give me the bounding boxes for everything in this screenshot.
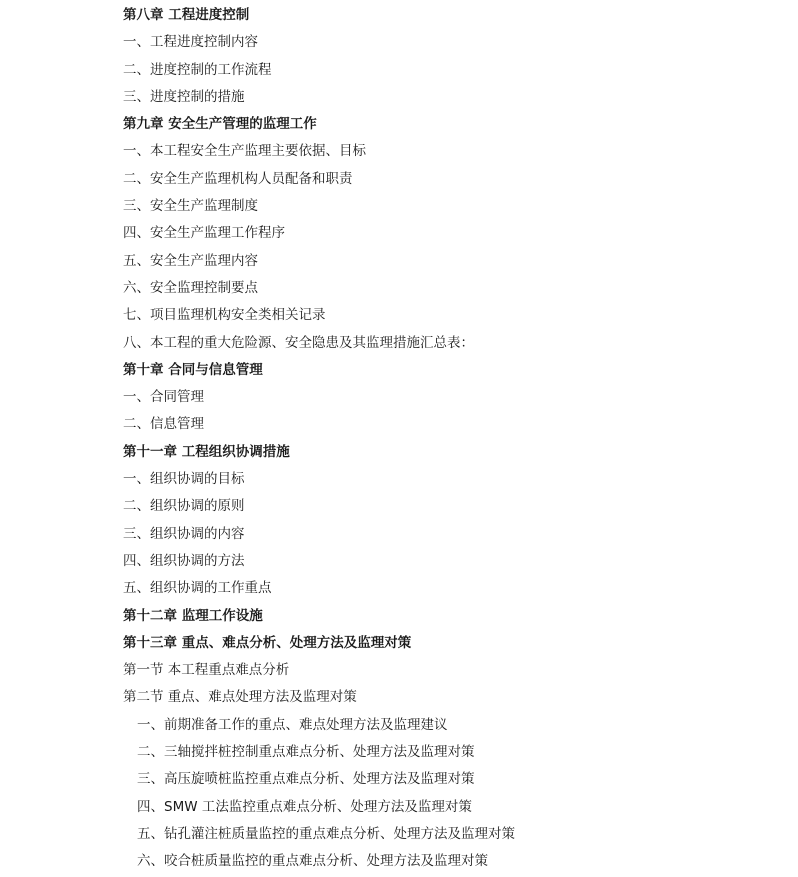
toc-item: 五、安全生产监理内容: [123, 252, 258, 269]
toc-subitem: 三、高压旋喷桩监控重点难点分析、处理方法及监理对策: [137, 771, 475, 788]
toc-subitem: 一、前期准备工作的重点、难点处理方法及监理建议: [137, 716, 448, 733]
toc-subitem: 四、SMW 工法监控重点难点分析、处理方法及监理对策: [137, 798, 472, 815]
toc-item: 八、本工程的重大危险源、安全隐患及其监理措施汇总表：: [123, 334, 474, 351]
toc-item: 二、进度控制的工作流程: [123, 61, 272, 78]
table-of-contents: [123, 2, 783, 876]
toc-chapter-11: 第十一章 工程组织协调措施: [123, 443, 290, 460]
toc-item: 一、合同管理: [123, 389, 204, 406]
toc-item: 一、本工程安全生产监理主要依据、目标: [123, 143, 366, 160]
toc-chapter-13: 第十三章 重点、难点分析、处理方法及监理对策: [123, 634, 412, 651]
toc-item: 一、工程进度控制内容: [123, 34, 258, 51]
toc-chapter-9: 第九章 安全生产管理的监理工作: [123, 116, 317, 133]
toc-subitem: 六、咬合桩质量监控的重点难点分析、处理方法及监理对策: [137, 853, 488, 870]
toc-item: 七、项目监理机构安全类相关记录: [123, 307, 326, 324]
toc-item: 四、安全生产监理工作程序: [123, 225, 285, 242]
toc-item: 二、组织协调的原则: [123, 498, 245, 515]
toc-item: 三、组织协调的内容: [123, 525, 245, 542]
toc-chapter-12: 第十二章 监理工作设施: [123, 607, 263, 624]
toc-item: 五、组织协调的工作重点: [123, 580, 272, 597]
toc-item: 二、安全生产监理机构人员配备和职责: [123, 170, 353, 187]
toc-subitem: 五、钻孔灌注桩质量监控的重点难点分析、处理方法及监理对策: [137, 825, 515, 842]
toc-section: 第二节 重点、难点处理方法及监理对策: [123, 689, 357, 706]
toc-item: 一、组织协调的目标: [123, 471, 245, 488]
toc-chapter-8: 第八章 工程进度控制: [123, 7, 250, 23]
toc-chapter-10: 第十章 合同与信息管理: [123, 361, 263, 378]
toc-subitem: 二、三轴搅拌桩控制重点难点分析、处理方法及监理对策: [137, 744, 475, 761]
toc-item: 六、安全监理控制要点: [123, 279, 258, 296]
toc-section: 第一节 本工程重点难点分析: [123, 662, 290, 679]
toc-item: 三、进度控制的措施: [123, 88, 245, 105]
toc-item: 三、安全生产监理制度: [123, 198, 258, 215]
toc-item: 四、组织协调的方法: [123, 552, 245, 569]
toc-item: 二、信息管理: [123, 416, 204, 433]
